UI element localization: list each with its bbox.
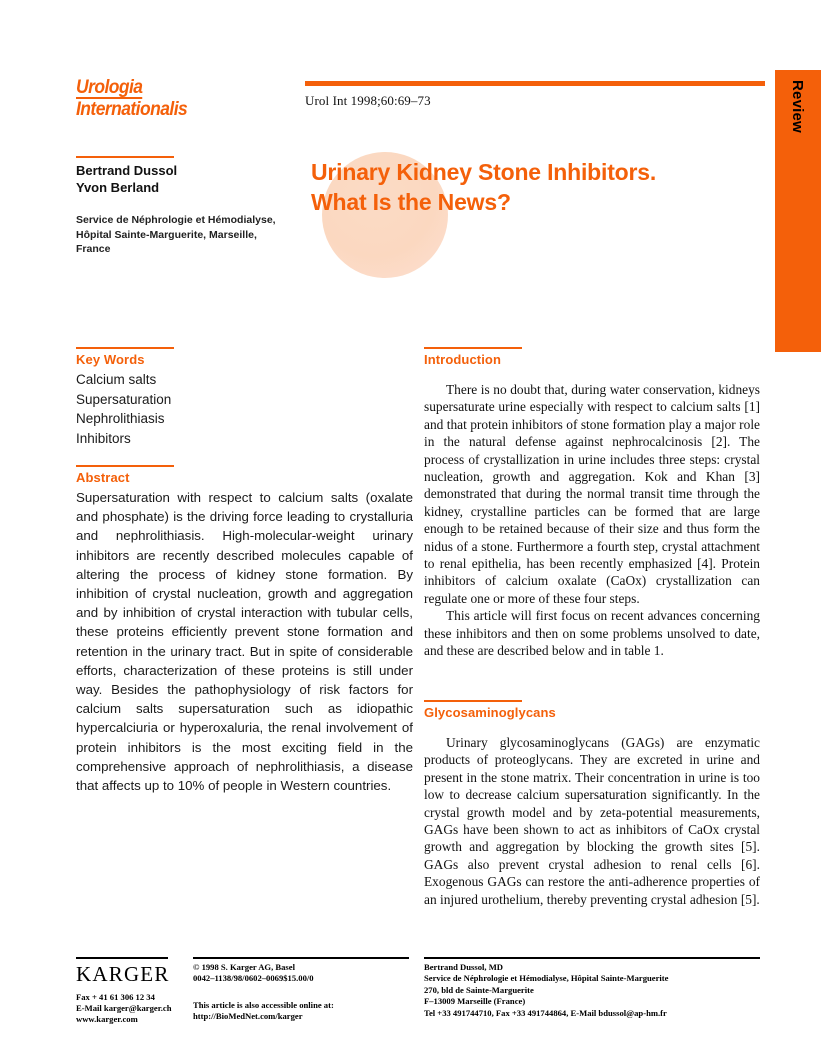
copyright-line-2: 0042–1138/98/0602–0069$15.00/0 (193, 973, 314, 984)
abstract-text: Supersaturation with respect to calcium salts (oxalate and phosphate) is the driving force leading to crystalluria and nephrolithiasis. High-molecular-weight urinary inhibitors are recently described molecules capable of altering the process of kidney stone formation. By inhibition of crystal nucleation, growth and aggregation and by inhibition of crystal interaction with tubular cells, these proteins efficiently prevent stone formation and retention in the urinary tract. But in spite of considerable efforts, characterization of these proteins is still under way. Besides the pathophysiology of risk factors for calcium salts supersaturation such as idiopathic hypercalciuria or hyperoxaluria, the renal involvement of protein inhibitors is the most exciting field in the comprehensive approach of nephrolithiasis, a disease that affects up to 10% of people in Western countries. (76, 490, 413, 794)
footer-rule-publisher (76, 957, 168, 959)
correspondence-line-1: Bertrand Dussol, MD (424, 962, 504, 972)
correspondence-line-2: Service de Néphrologie et Hémodialyse, Hôpital Sainte-Marguerite (424, 973, 669, 984)
publisher-logo: KARGER (76, 962, 170, 986)
copyright-block (193, 962, 413, 985)
copyright-line-1: © 1998 S. Karger AG, Basel (193, 962, 295, 972)
key-word-item: Supersaturation (76, 391, 172, 407)
key-word-item: Calcium salts (76, 372, 157, 387)
footer-rule-correspondence (424, 957, 760, 959)
journal-logo-line1: Urologia (76, 77, 143, 98)
footer-rule-copyright (193, 957, 409, 959)
key-word-item: Inhibitors (76, 430, 131, 446)
correspondence-line-4: F–13009 Marseille (France) (424, 996, 526, 1007)
journal-logo (76, 78, 256, 119)
abstract-accent-rule (76, 465, 174, 467)
affiliation-line-3: France (76, 243, 111, 255)
header-accent-rule (305, 81, 765, 86)
correspondence-block (424, 962, 764, 1019)
journal-citation: Urol Int 1998;60:69–73 (305, 93, 431, 108)
author-name-2: Yvon Berland (76, 179, 160, 195)
key-words-heading: Key Words (76, 352, 145, 367)
page-title-line-1: Urinary Kidney Stone Inhibitors. (311, 159, 657, 185)
publisher-contact (76, 992, 196, 1026)
author-name-1: Bertrand Dussol (76, 163, 178, 178)
affiliation-line-1: Service de Néphrologie et Hémodialyse, (76, 214, 276, 226)
glycosaminoglycans-heading: Glycosaminoglycans (424, 705, 556, 720)
review-tab (775, 70, 821, 352)
glycosaminoglycans-accent-rule (424, 700, 522, 702)
affiliation-line-2: Hôpital Sainte-Marguerite, Marseille, (76, 228, 257, 241)
key-words-list (76, 370, 306, 448)
introduction-paragraph: This article will first focus on recent advances concerning these inhibitors and then on some problems unsolved to date, and these are described below and in table 1. (424, 608, 760, 659)
journal-logo-line2: Internationalis (76, 99, 188, 120)
online-note-line-1: This article is also accessible online at: (193, 1000, 334, 1010)
online-access-note (193, 1000, 413, 1023)
review-tab-label: Review (789, 80, 807, 133)
correspondence-line-3: 270, bld de Sainte-Marguerite (424, 984, 534, 995)
introduction-accent-rule (424, 347, 522, 349)
glycosaminoglycans-paragraph: Urinary glycosaminoglycans (GAGs) are enzymatic products of proteoglycans. They are excreted in urine and present in the stone matrix. Their concentration in urine is too low to decrease calcium supersaturation significantly. In the crystal growth model and by zeta-potential measurements, GAGs have been shown to act as inhibitors of CaOx crystal growth and aggregation by blocking the growth sites [5]. GAGs also prevent crystal adhesion to renal cells [6]. Exogenous GAGs can restore the anti-adherence properties of an injured urothelium, thereby preventing crystal adhesion [5]. (424, 735, 760, 907)
glycosaminoglycans-body (424, 734, 760, 908)
key-word-item: Nephrolithiasis (76, 411, 165, 426)
author-names (76, 163, 306, 196)
author-affiliation (76, 213, 291, 257)
online-note-url[interactable]: http://BioMedNet.com/karger (193, 1011, 303, 1022)
publisher-fax: Fax + 41 61 306 12 34 (76, 992, 155, 1002)
page-title (311, 157, 751, 217)
key-words-accent-rule (76, 347, 174, 349)
introduction-body (424, 381, 760, 660)
correspondence-line-5: Tel +33 491744710, Fax +33 491744864, E-Mail bdussol@ap-hm.fr (424, 1007, 667, 1018)
abstract-heading: Abstract (76, 470, 130, 485)
publisher-email[interactable]: E-Mail karger@karger.ch (76, 1003, 172, 1014)
page-title-line-2: What Is the News? (311, 189, 511, 215)
introduction-paragraph: There is no doubt that, during water conservation, kidneys supersaturate urine especially with respect to calcium salts [1] and that protein inhibitors of stone formation play a major role in the natural defense against nephrocalcinosis [2]. The process of crystallization in urine includes three steps: crystal nucleation, growth and aggregation. Kok and Khan [3] demonstrated that during the normal transit time through the kidney, crystalline particles can be formed that are large enough to be retained because of their size and thus form the nidus of a stone. Furthermore a fourth step, crystal attachment to renal epithelia, has been recently emphasized [4]. Protein inhibitors of calcium oxalate (CaOx) crystallization can regulate one or more of these four steps. (424, 382, 760, 606)
introduction-heading: Introduction (424, 352, 502, 367)
publisher-website[interactable]: www.karger.com (76, 1014, 138, 1025)
author-accent-rule (76, 156, 174, 158)
